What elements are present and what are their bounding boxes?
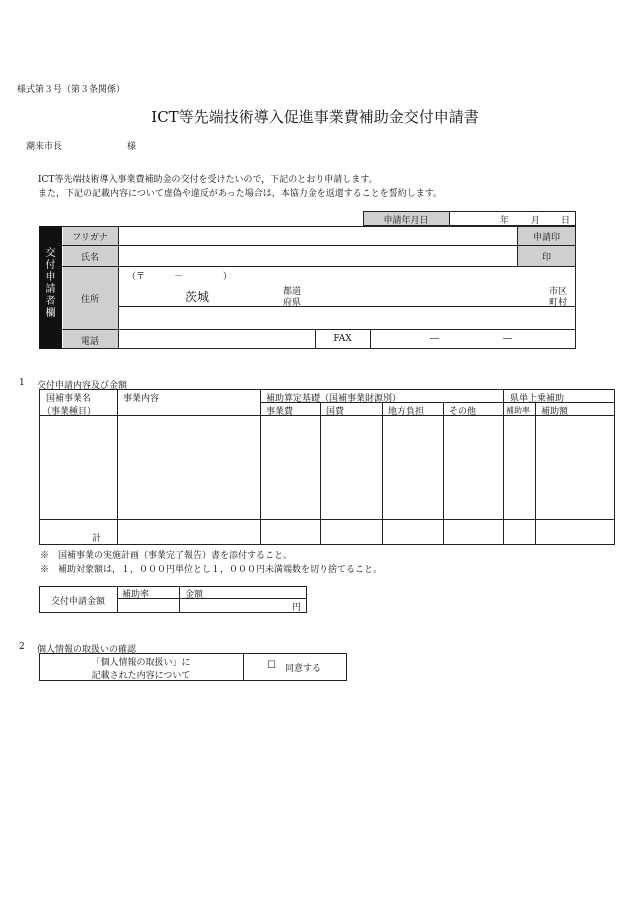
date-year-unit: 年: [500, 216, 510, 226]
amount-yen: 円: [292, 603, 302, 613]
col-amount: 補助額: [541, 407, 569, 417]
section1-heading: 交付申請内容及び金額: [37, 381, 128, 391]
prefecture-value: 茨城: [185, 290, 210, 304]
application-body-input[interactable]: [40, 416, 614, 518]
intro-line-1: ICT等先端技術導入事業費補助金の交付を受けたいので，下記のとおり申請します。: [38, 175, 378, 185]
col-content: 事業内容: [123, 394, 160, 404]
col-local: 地方負担: [388, 407, 425, 417]
phone-input[interactable]: [119, 330, 314, 348]
seal-label: 申請印: [532, 233, 560, 243]
col-basis: 補助算定基礎（国補事業財源別）: [266, 394, 402, 404]
agree-label: 同意する: [285, 664, 322, 674]
addressee-name: 潮来市長: [26, 142, 63, 152]
total-label: 計: [92, 534, 102, 544]
amount-value-input[interactable]: [180, 599, 285, 612]
name-label: 氏名: [80, 253, 99, 263]
city-suffix-2: 町村: [549, 298, 568, 308]
note-1: ※ 国補事業の実施計画（事業完了報告）書を添付すること。: [40, 551, 293, 561]
postal-open: （〒: [127, 272, 146, 282]
form-title: ICT等先端技術導入促進事業費補助金交付申請書: [151, 108, 479, 126]
col-other: その他: [449, 407, 477, 417]
city-suffix-1: 市区: [549, 287, 568, 297]
postal-close: ）: [223, 272, 233, 282]
col-program: 国補事業名: [46, 394, 92, 404]
privacy-line-2: 記載された内容について: [91, 671, 191, 681]
col-national: 国費: [326, 407, 345, 417]
col-program-sub: （事業種目）: [42, 407, 97, 417]
date-day-unit: 日: [561, 216, 571, 226]
furigana-input[interactable]: [119, 227, 516, 245]
fax-label: FAX: [333, 334, 352, 344]
furigana-label: フリガナ: [72, 233, 108, 243]
fax-dash-1: ―: [430, 334, 439, 344]
amount-amount-label: 金額: [185, 590, 204, 600]
form-number: 様式第３号（第３条関係）: [17, 85, 126, 95]
date-month-unit: 月: [531, 216, 541, 226]
addressee-honorific: 様: [127, 142, 137, 152]
postal-dash: －: [174, 272, 184, 282]
privacy-line-1: 「個人情報の取扱い」に: [91, 658, 191, 668]
amount-label: 交付申請金額: [50, 597, 105, 607]
amount-rate-label: 補助率: [122, 590, 150, 600]
section2-number: 2: [19, 642, 25, 652]
col-pref: 県単上乗補助: [510, 394, 565, 404]
agree-checkbox[interactable]: ☐: [267, 660, 276, 671]
intro-line-2: また，下記の記載内容について虚偽や違反があった場合は，本協力金を返還することを誓約します。: [38, 189, 443, 199]
name-input[interactable]: [119, 246, 516, 266]
pref-suffix-1: 都道: [283, 287, 302, 297]
note-2: ※ 補助対象額は，１，０００円単位とし１，０００円未満端数を切り捨てること。: [40, 565, 383, 575]
phone-label: 電話: [80, 337, 99, 347]
seal-mark: 印: [541, 253, 551, 263]
pref-suffix-2: 府県: [283, 298, 302, 308]
amount-rate-input[interactable]: [118, 599, 178, 612]
section2-heading: 個人情報の取扱いの確認: [37, 645, 137, 655]
date-label: 申請年月日: [383, 216, 429, 226]
address-label: 住所: [80, 295, 99, 305]
address-input[interactable]: [119, 307, 575, 328]
col-project-cost: 事業費: [266, 407, 294, 417]
fax-dash-2: ―: [503, 334, 512, 344]
col-rate: 補助率: [506, 406, 530, 415]
section1-number: 1: [19, 378, 25, 388]
